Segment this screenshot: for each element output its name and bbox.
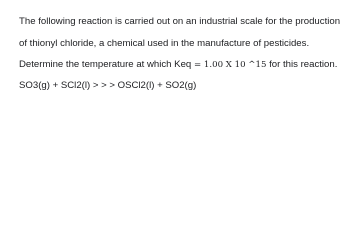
problem-line-1: The following reaction is carried out on an industrial scale for the production bbox=[19, 16, 341, 27]
problem-line-3 bbox=[19, 59, 337, 71]
reaction-equation: SO3(g) + SCl2(l) > > > OSCl2(l) + SO2(g) bbox=[19, 80, 197, 91]
equals-sign: = bbox=[191, 60, 204, 70]
keq-value: 1.00 X 10 ^15 bbox=[203, 60, 267, 70]
question-text-panel bbox=[0, 0, 350, 119]
problem-line-2: of thionyl chloride, a chemical used in the manufacture of pesticides. bbox=[19, 38, 310, 49]
keq-prompt: Determine the temperature at which Keq bbox=[19, 59, 192, 70]
keq-prompt-end: for this reaction. bbox=[266, 59, 338, 70]
